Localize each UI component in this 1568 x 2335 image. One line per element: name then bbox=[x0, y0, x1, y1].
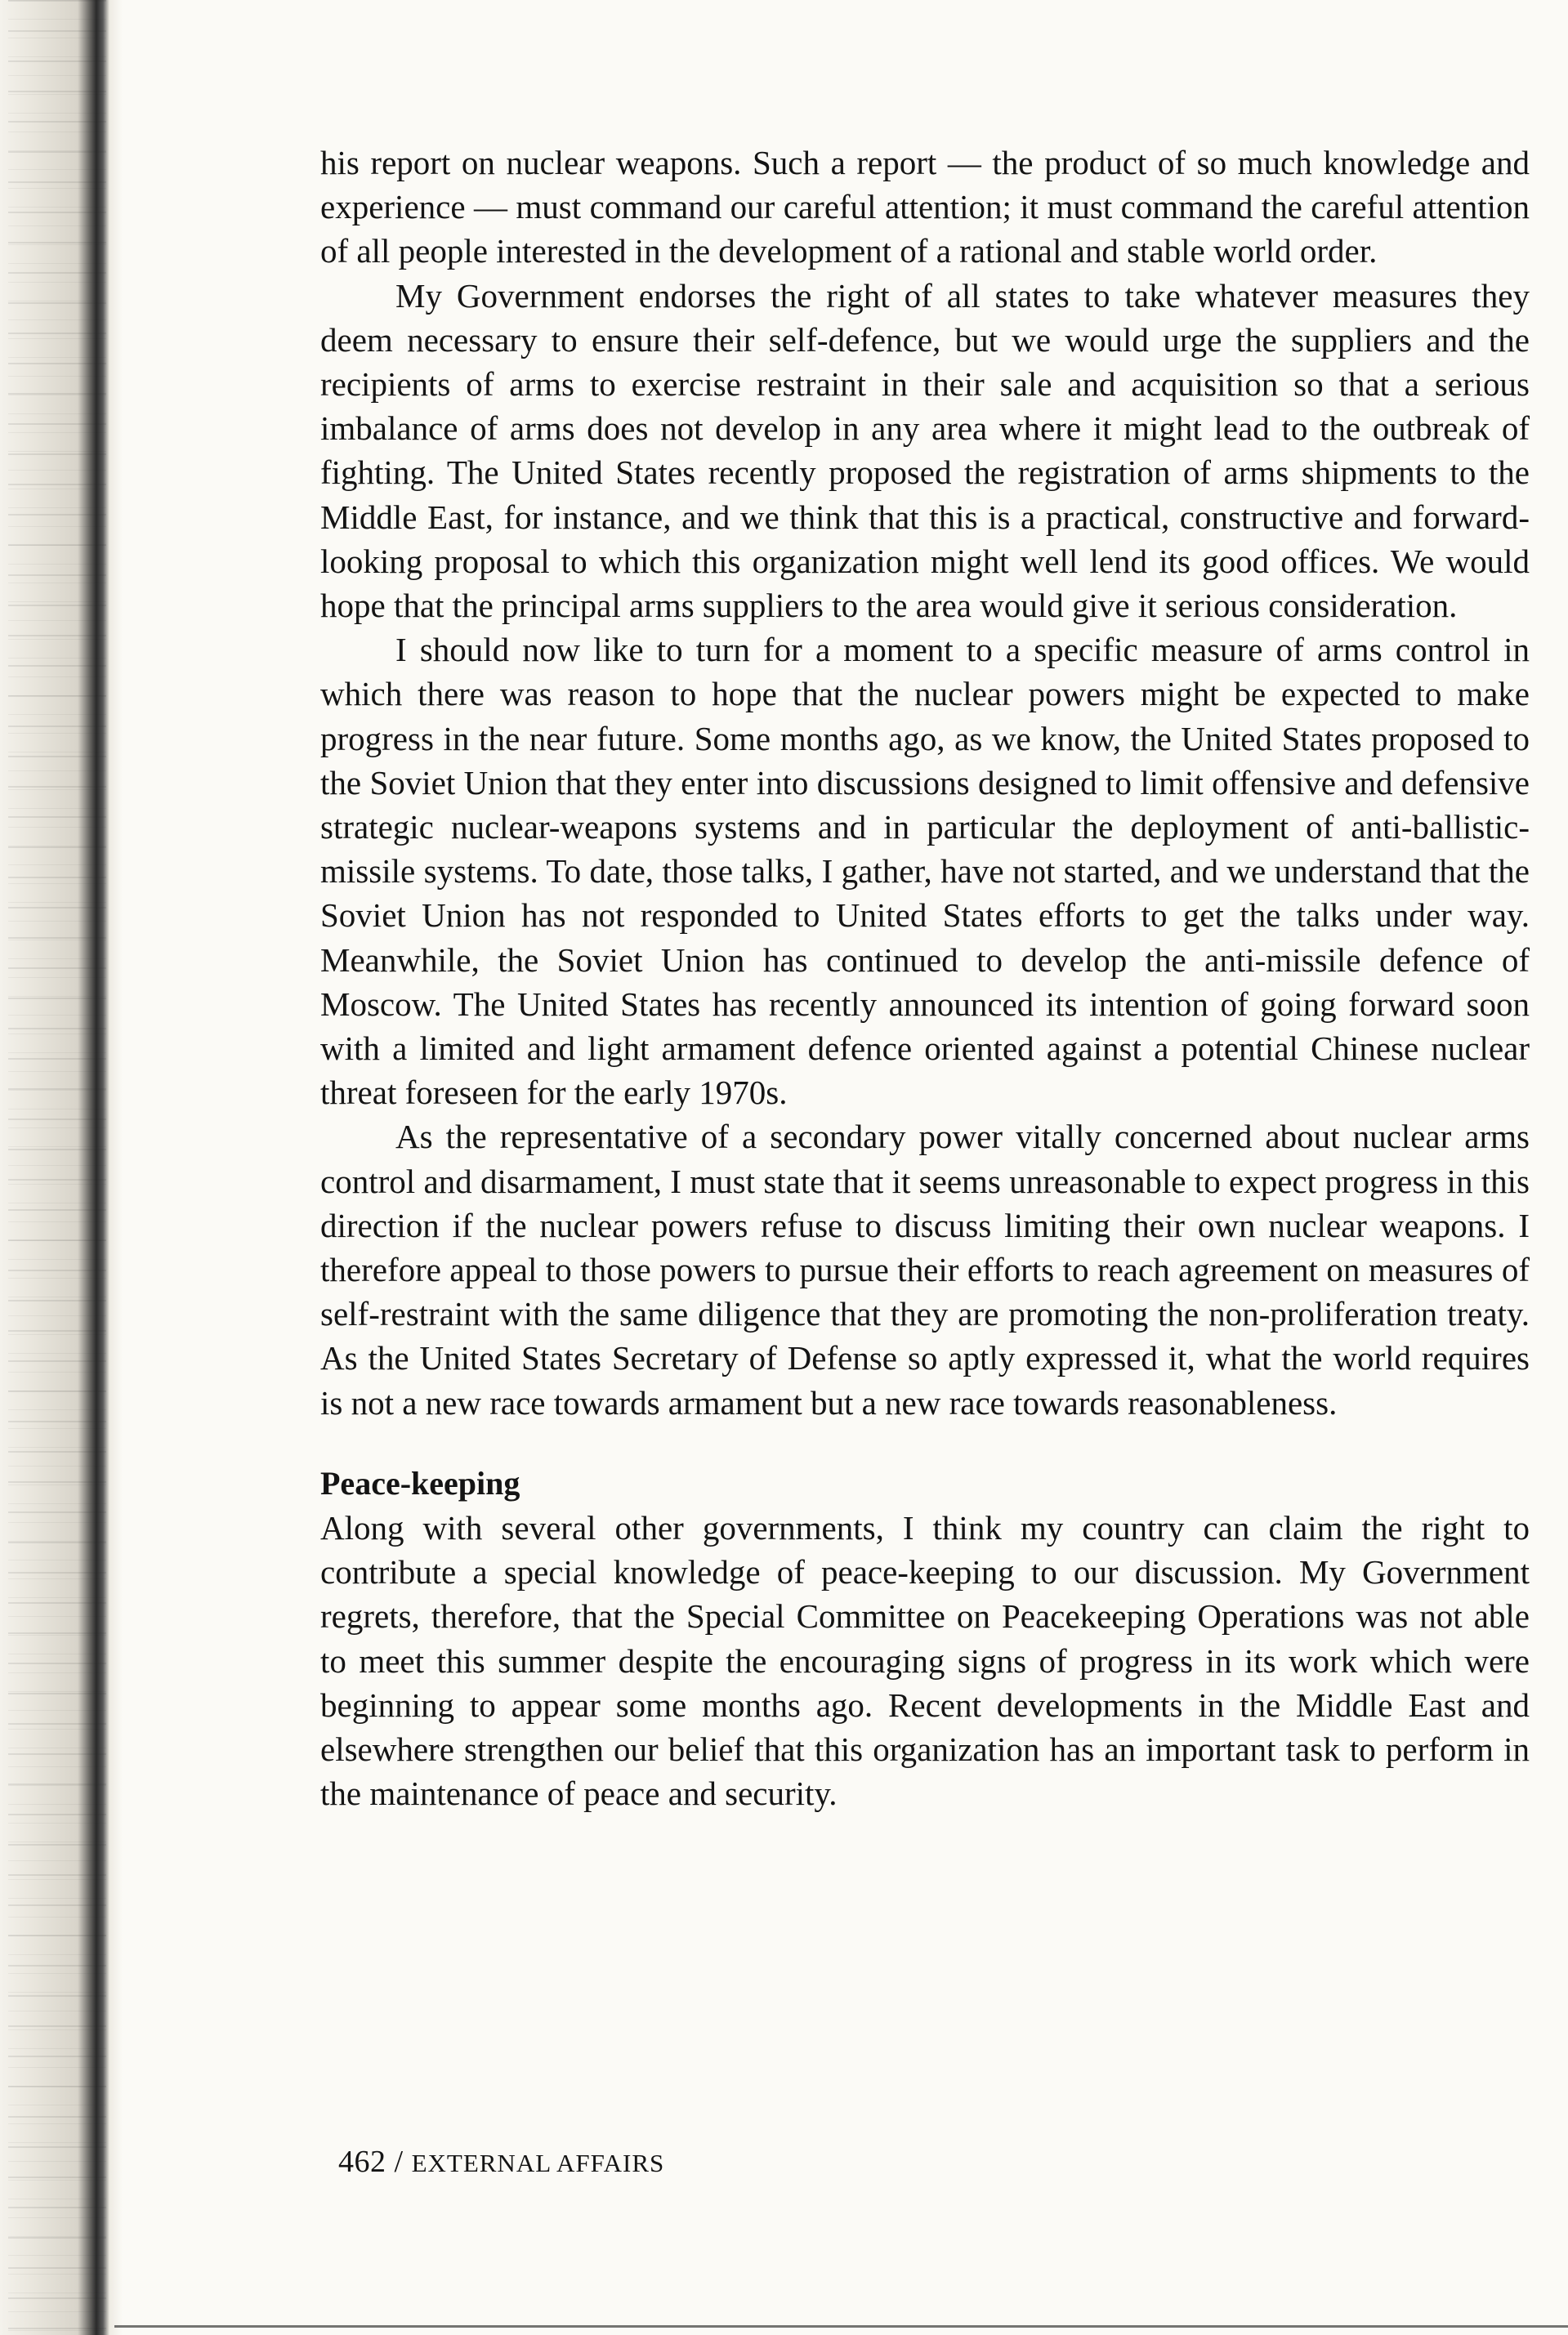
paragraph-arms-control: I should now like to turn for a moment to a specific measure of arms control in which there was reason to hope that the nuclear powers might be expected to make progress in the near future. Some months ago, as we know, the United States proposed to the Soviet Union that they enter into discussions designed to limit offensive and defensive strategic nuclear-weapons systems and in particular the deployment of anti-ballistic-missile systems. To date, those talks, I gather, have not started, and we understand that the Soviet Union has not responded to United States efforts to get the talks under way. Meanwhile, the Soviet Union has continued to develop the anti-missile defence of Moscow. The United States has recently announced its intention of going forward soon with a limited and light armament defence oriented against a potential Chinese nuclear threat foreseen for the early 1970s. bbox=[320, 631, 1530, 1112]
section-heading: Peace-keeping bbox=[320, 1464, 520, 1502]
page-body bbox=[320, 141, 1530, 1815]
paragraph-peace-keeping: Along with several other governments, I think my country can claim the right to contribute a special knowledge of peace-keeping to our discussion. My Government regrets, therefore, that the Special Committee on Peacekeeping Operations was not able to meet this summer despite the encouraging signs of progress in its work which were beginning to appear some months ago. Recent developments in the Middle East and elsewhere strengthen our belief that this organization has an important task to perform in the maintenance of peace and security. bbox=[320, 1508, 1530, 1813]
page-footer bbox=[338, 2141, 664, 2185]
paragraph-arms-restraint: My Government endorses the right of all states to take whatever measures they deem necessary to ensure their self-defence, but we would urge the suppliers and the recipients of arms to exercise restraint in their sale and acquisition so that a serious imbalance of arms does not develop in any area where it might lead to the outbreak of fighting. The United States recently proposed the registration of arms shipments to the Middle East, for instance, and we think that this is a practical, constructive and forward-looking proposal to which this organization might well lend its good offices. We would hope that the principal arms suppliers to the area would give it serious consideration. bbox=[320, 276, 1530, 625]
paragraph-secondary-power: As the representative of a secondary power vitally concerned about nuclear arms control and disarmament, I must state that it seems unreasonable to expect progress in this direction if the nuclear powers refuse to discuss limiting their own nuclear weapons. I therefore appeal to those powers to pursue their efforts to reach agreement on measures of self-restraint with the same diligence that they are promoting the non-proliferation treaty. As the United States Secretary of Defense so aptly expressed it, what the world requires is not a new race towards armament but a new race towards reasonableness. bbox=[320, 1118, 1530, 1422]
page-bottom-edge bbox=[114, 2325, 1568, 2328]
footer-separator: / bbox=[394, 2145, 404, 2179]
page-number: 462 bbox=[338, 2145, 386, 2179]
binding-shadow bbox=[8, 0, 106, 2335]
paragraph-continued: his report on nuclear weapons. Such a report — the product of so much knowledge and experience — must command our careful attention; it must command the careful attention of all people interested in the development of a rational and stable world order. bbox=[320, 144, 1530, 270]
publication-title: EXTERNAL AFFAIRS bbox=[411, 2149, 665, 2177]
